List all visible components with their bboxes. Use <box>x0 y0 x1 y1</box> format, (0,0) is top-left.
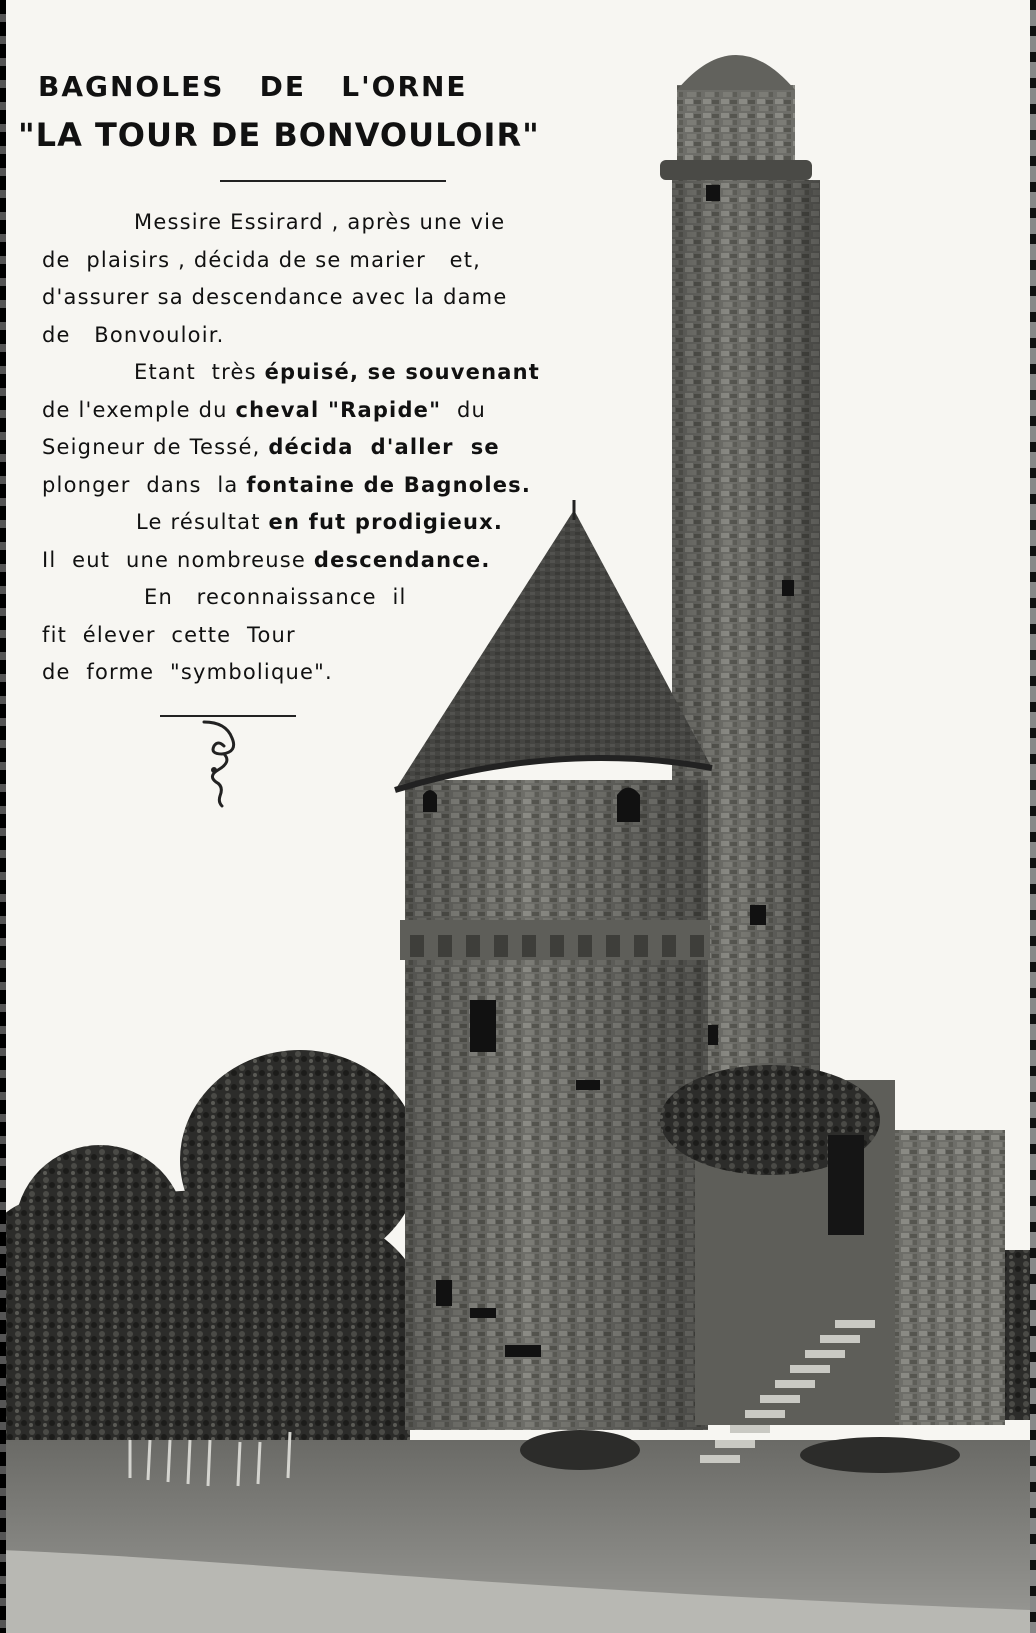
story-line <box>42 392 662 430</box>
story-text-span: du <box>441 397 487 422</box>
story-line: Messire Essirard , après une vie <box>134 210 506 234</box>
divider-rule <box>220 180 446 182</box>
story-text-span: Etant très <box>134 360 265 384</box>
story-text-span: Seigneur de Tessé, <box>42 435 269 459</box>
story-line: En reconnaissance il <box>144 585 407 609</box>
flourish-ornament-icon <box>196 718 256 808</box>
story-line: de Bonvouloir. <box>42 322 225 347</box>
title-monument: "LA TOUR DE BONVOULOIR" <box>18 116 540 154</box>
right-border <box>1030 0 1036 1633</box>
story-text-span: Le résultat <box>136 510 269 534</box>
annex-and-stairs <box>660 1065 1005 1463</box>
story-line <box>42 504 662 542</box>
story-line <box>42 429 662 467</box>
story-line: fit élever cette Tour <box>42 622 296 647</box>
story-line <box>42 542 662 580</box>
story-line: de plaisirs , décida de se marier et, <box>42 247 482 272</box>
story-bold-span: fontaine de Bagnoles. <box>246 472 532 497</box>
story-text-span: de l'exemple du <box>42 397 236 422</box>
trees <box>0 1050 420 1460</box>
story-text-span: plonger dans la <box>42 472 247 497</box>
story-line: de forme "symbolique". <box>42 660 333 684</box>
story-text <box>42 204 662 692</box>
story-bold-span: descendance. <box>313 547 491 572</box>
story-bold-span: cheval "Rapide" <box>235 397 442 422</box>
round-tower <box>400 780 710 1430</box>
closing-rule <box>160 715 296 717</box>
story-bold-span: en fut prodigieux. <box>268 510 504 534</box>
story-line <box>42 467 662 505</box>
story-line: d'assurer sa descendance avec la dame <box>42 285 508 309</box>
story-line <box>42 354 662 392</box>
story-text-span: Il eut une nombreuse <box>42 547 314 572</box>
title-location: BAGNOLES DE L'ORNE <box>38 70 468 103</box>
left-border <box>0 0 6 1633</box>
story-bold-span: épuisé, se souvenant <box>264 360 541 384</box>
story-bold-span: décida d'aller se <box>268 435 500 459</box>
